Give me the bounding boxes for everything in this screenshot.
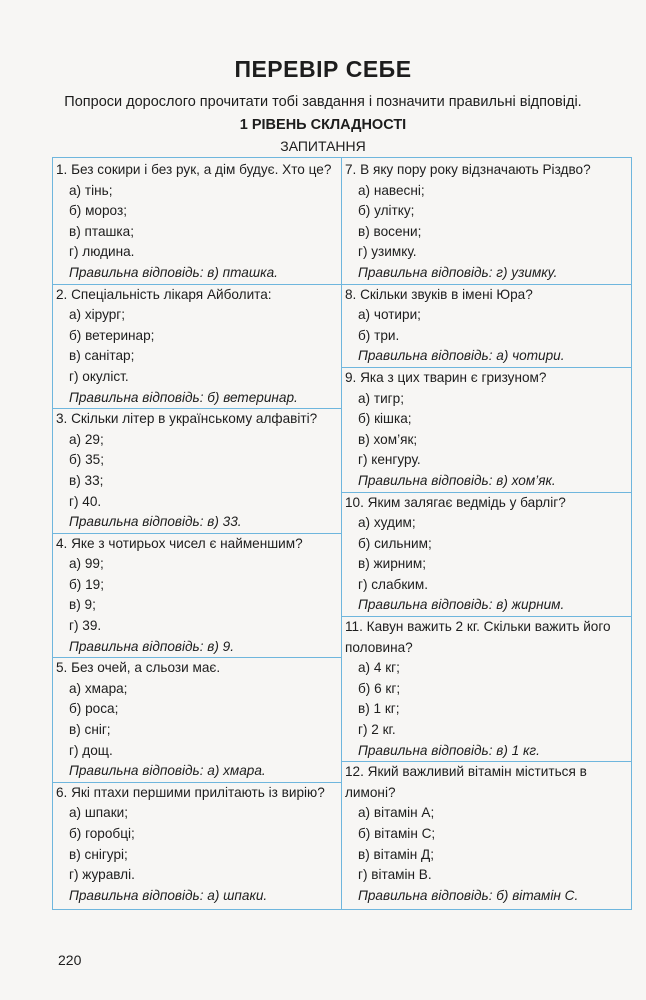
answer-option: а) шпаки;: [69, 805, 129, 821]
answer-option: а) 99;: [69, 556, 104, 572]
page-number: 220: [58, 952, 82, 968]
answer-option: в) пташка;: [69, 223, 135, 239]
answer-option: г) 2 кг.: [358, 722, 396, 738]
question-text: 4. Яке з чотирьох чисел є найменшим?: [56, 535, 303, 551]
question-text: 7. В яку пору року відзначають Різдво?: [345, 162, 591, 177]
answer-option: г) вітамін В.: [358, 867, 432, 883]
question-block: [56, 658, 338, 782]
difficulty-level-heading: 1 РІВЕНЬ СКЛАДНОСТІ: [239, 117, 407, 133]
answer-option: г) окуліст.: [69, 368, 129, 384]
answer-option: г) 39.: [69, 618, 102, 634]
answer-option: б) мороз;: [69, 203, 127, 219]
answer-option: а) вітамін А;: [358, 805, 435, 821]
question-text: 6. Які птахи першими прилітають із вирію?: [56, 784, 325, 800]
correct-answer: Правильна відповідь: в) пташка.: [69, 264, 278, 280]
answer-option: б) ветеринар;: [69, 327, 155, 343]
answer-option: б) вітамін С;: [358, 826, 436, 841]
answer-option: б) сильним;: [358, 535, 432, 551]
question-text: 11. Кавун важить 2 кг. Скільки важить його половина?: [345, 619, 611, 655]
answer-option: б) улітку;: [358, 203, 415, 219]
questions-table: [52, 157, 632, 910]
answer-option: в) вітамін Д;: [358, 846, 435, 862]
answer-option: б) горобці;: [69, 826, 135, 841]
answer-option: в) сніг;: [69, 722, 111, 738]
question-block: [345, 617, 628, 761]
correct-answer: Правильна відповідь: в) жирним.: [358, 597, 565, 613]
question-text: 8. Скільки звуків в імені Юра?: [345, 286, 533, 302]
answer-option: б) три.: [358, 327, 400, 343]
answer-option: г) слабким.: [358, 576, 428, 592]
question-text: 10. Яким залягає ведмідь у барліг?: [345, 494, 566, 510]
correct-answer: Правильна відповідь: в) 1 кг.: [358, 742, 540, 758]
answer-option: а) чотири;: [358, 307, 421, 323]
question-block: [56, 783, 338, 907]
answer-option: г) журавлі.: [69, 867, 135, 883]
correct-answer: Правильна відповідь: б) вітамін С.: [358, 887, 579, 903]
question-block: [56, 534, 338, 658]
question-block: [56, 409, 338, 533]
question-block: [345, 285, 628, 367]
answer-option: г) людина.: [69, 244, 135, 260]
correct-answer: Правильна відповідь: а) хмара.: [69, 763, 266, 779]
answer-option: г) узимку.: [358, 244, 417, 260]
question-text: 1. Без сокири і без рук, а дім будує. Хто це?: [56, 162, 332, 177]
answer-option: в) жирним;: [358, 556, 426, 572]
question-text: 2. Спеціальність лікаря Айболита:: [56, 286, 272, 302]
instruction-text: Попроси дорослого прочитати тобі завдання і позначити правильні відповіді.: [64, 94, 582, 110]
answer-option: в) снігурі;: [69, 846, 128, 862]
answer-option: а) тигр;: [358, 390, 404, 406]
answer-option: б) кішка;: [358, 411, 412, 427]
questions-column-right: [342, 158, 631, 909]
correct-answer: Правильна відповідь: в) 33.: [69, 514, 242, 530]
answer-option: а) худим;: [358, 515, 416, 531]
answer-option: в) 33;: [69, 472, 104, 488]
answer-option: б) 6 кг;: [358, 680, 401, 696]
answer-option: а) хірург;: [69, 307, 126, 323]
questions-heading: ЗАПИТАННЯ: [280, 138, 366, 154]
question-text: 5. Без очей, а сльози має.: [56, 660, 221, 676]
question-text: 3. Скільки літер в українському алфавіті?: [56, 411, 318, 427]
question-block: [345, 493, 628, 617]
correct-answer: Правильна відповідь: в) 9.: [69, 638, 234, 654]
correct-answer: Правильна відповідь: в) хом’як.: [358, 472, 556, 488]
page-title: ПЕРЕВІР СЕБЕ: [234, 56, 412, 82]
question-block: [56, 285, 338, 409]
question-text: 12. Який важливий вітамін міститься в лимоні?: [345, 764, 587, 800]
correct-answer: Правильна відповідь: а) чотири.: [358, 348, 565, 364]
answer-option: б) 19;: [69, 576, 104, 592]
correct-answer: Правильна відповідь: г) узимку.: [358, 264, 558, 280]
question-block: [345, 762, 628, 906]
question-block: [56, 160, 338, 284]
answer-option: в) хом’як;: [358, 431, 418, 447]
answer-option: а) хмара;: [69, 680, 128, 696]
answer-option: б) 35;: [69, 452, 104, 468]
correct-answer: Правильна відповідь: б) ветеринар.: [69, 389, 298, 405]
answer-option: в) восени;: [358, 223, 422, 239]
questions-column-left: [53, 158, 342, 909]
answer-option: а) 29;: [69, 431, 104, 447]
answer-option: г) 40.: [69, 493, 102, 509]
answer-option: а) 4 кг;: [358, 660, 400, 676]
answer-option: а) навесні;: [358, 182, 425, 198]
answer-option: в) 9;: [69, 597, 96, 613]
correct-answer: Правильна відповідь: а) шпаки.: [69, 887, 268, 903]
answer-option: а) тінь;: [69, 182, 113, 198]
answer-option: в) 1 кг;: [358, 701, 400, 717]
answer-option: г) дощ.: [69, 742, 113, 758]
answer-option: г) кенгуру.: [358, 452, 421, 468]
answer-option: б) роса;: [69, 701, 119, 717]
answer-option: в) санітар;: [69, 348, 135, 364]
question-block: [345, 368, 628, 492]
question-text: 9. Яка з цих тварин є гризуном?: [345, 369, 547, 385]
question-block: [345, 160, 628, 284]
